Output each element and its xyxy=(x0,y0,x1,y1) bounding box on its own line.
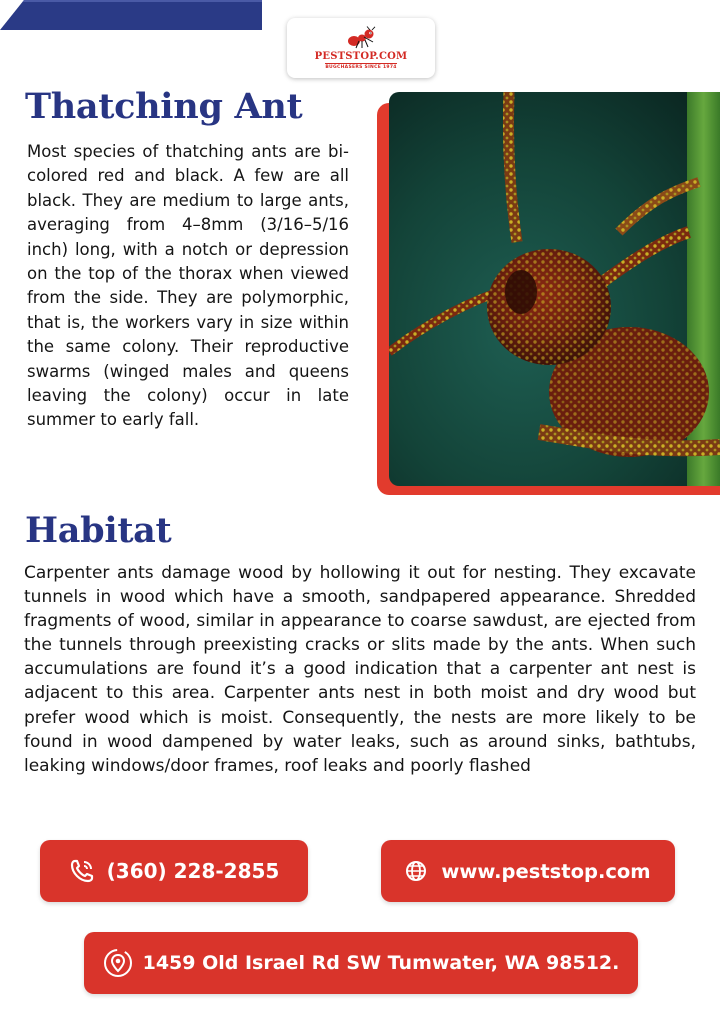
location-pin-icon xyxy=(103,948,133,978)
brand-name: PESTSTOP.COM xyxy=(314,51,408,62)
address-text: 1459 Old Israel Rd SW Tumwater, WA 98512. xyxy=(142,952,620,974)
address-button[interactable] xyxy=(84,932,638,994)
ant-section-title: Thatching Ant xyxy=(25,86,303,127)
phone-button[interactable] xyxy=(40,840,308,902)
thatching-ant-illustration xyxy=(389,92,720,486)
phone-number: (360) 228-2855 xyxy=(106,859,280,883)
ant-photo xyxy=(389,92,720,486)
phone-icon xyxy=(69,858,95,884)
ant-description: Most species of thatching ants are bi-colored red and black. A few are all black. They are medium to large ants, averaging from 4–8mm (3/16–5/16 inch) long, with a notch or depression on the top of the thorax when viewed from the side. They are polymorphic, that is, the workers vary in size within the same colony. Their reproductive swarms (winged males and queens leaving the colony) occur in late summer to early fall. xyxy=(27,142,349,430)
website-button[interactable] xyxy=(381,840,675,902)
top-banner xyxy=(0,0,262,30)
habitat-section-title: Habitat xyxy=(25,510,172,551)
habitat-description: Carpenter ants damage wood by hollowing it out for nesting. They excavate tunnels in wood which have a smooth, sandpapered appearance. Shredded fragments of wood, similar in appearance to coarse sawdust, are ejected from the tunnels through preexisting cracks or slits made by the ants. When such accumulations are found it’s a good indication that a carpenter ant nest is adjacent to this area. Carpenter ants nest in both moist and dry wood but prefer wood which is moist. Consequently, the nests are more likely to be found in wood dampened by water leaks, such as around sinks, bathtubs, leaking windows/door frames, roof leaks and poorly flashed xyxy=(24,563,696,776)
website-url: www.peststop.com xyxy=(441,859,651,883)
ant-mascot-icon xyxy=(343,26,379,50)
brand-logo[interactable] xyxy=(287,18,435,78)
brand-tagline: BUGCHASERS SINCE 1974 xyxy=(325,65,397,70)
globe-icon xyxy=(405,860,427,882)
